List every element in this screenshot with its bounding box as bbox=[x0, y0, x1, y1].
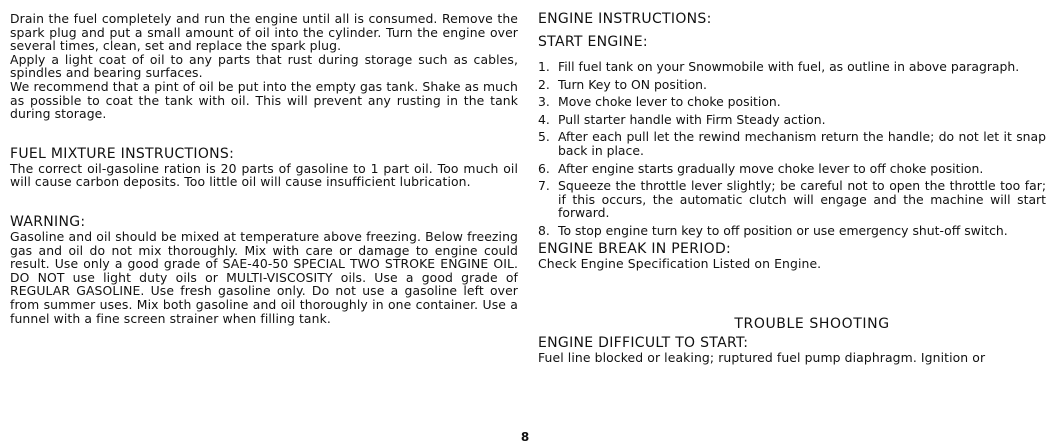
step-item bbox=[538, 78, 1046, 92]
step-number: 2. bbox=[538, 76, 550, 92]
difficult-start-text: Fuel line blocked or leaking; ruptured fuel pump diaphragm. Ignition or bbox=[538, 349, 986, 365]
start-engine-heading: START ENGINE: bbox=[538, 34, 648, 50]
step-text: Squeeze the throttle lever slightly; be careful not to open the throttle too far; if this occurs, the automatic clutch will engage and the machine will start forward. bbox=[558, 178, 1046, 221]
step-text: After engine starts gradually move choke lever to off choke position. bbox=[558, 160, 984, 176]
page-number: 8 bbox=[520, 430, 530, 444]
left-column bbox=[10, 12, 518, 325]
step-item bbox=[538, 162, 1046, 176]
step-item bbox=[538, 60, 1046, 74]
trouble-shooting-title: TROUBLE SHOOTING bbox=[734, 316, 890, 333]
step-text: To stop engine turn key to off position or use emergency shut-off switch. bbox=[558, 222, 1008, 238]
break-in-heading: ENGINE BREAK IN PERIOD: bbox=[538, 240, 732, 257]
storage-paragraph-2: Apply a light coat of oil to any parts that rust during storage such as cables, spindles and bearing surfaces. bbox=[10, 51, 518, 81]
step-item bbox=[538, 179, 1046, 220]
step-number: 5. bbox=[538, 129, 550, 145]
step-number: 4. bbox=[538, 111, 550, 127]
step-number: 8. bbox=[538, 222, 550, 238]
step-number: 3. bbox=[538, 94, 550, 110]
engine-instructions-heading: ENGINE INSTRUCTIONS: bbox=[538, 11, 712, 27]
step-item bbox=[538, 130, 1046, 157]
storage-paragraph-1: Drain the fuel completely and run the engine until all is consumed. Remove the spark plug and put a small amount of oil into the cylinder. Turn the engine over several times, clean, set and replace the spark plug. bbox=[10, 11, 518, 54]
step-text: After each pull let the rewind mechanism return the handle; do not let it snap back in place. bbox=[558, 129, 1046, 158]
step-number: 1. bbox=[538, 59, 550, 74]
start-engine-steps bbox=[538, 60, 1046, 238]
step-text: Turn Key to ON position. bbox=[558, 76, 707, 92]
difficult-start-heading: ENGINE DIFFICULT TO START: bbox=[538, 334, 749, 351]
step-item bbox=[538, 224, 1046, 238]
fuel-mixture-heading: FUEL MIXTURE INSTRUCTIONS: bbox=[10, 145, 235, 162]
warning-text: Gasoline and oil should be mixed at temperature above freezing. Below freezing gas and oil do not mix thoroughly. Mix with care or damage to engine could result. Use only a good grade of SAE-40-50 SPECIAL TWO STROKE ENGINE OIL. DO NOT use light duty oils or MULTI-VISCOSITY oils. Use a good grade of REGULAR GASOLINE. Use fresh gasoline only. Do not use a gasoline left over from summer uses. Mix both gasoline and oil thoroughly in one container. Use a funnel with a fine screen strainer when filling tank. bbox=[10, 228, 518, 326]
step-item bbox=[538, 113, 1046, 127]
right-column bbox=[538, 12, 1046, 364]
storage-paragraph-3: We recommend that a pint of oil be put into the empty gas tank. Shake as much as possible to coat the tank with oil. This will prevent any rusting in the tank during storage. bbox=[10, 78, 518, 122]
break-in-text: Check Engine Specification Listed on Engine. bbox=[538, 255, 822, 271]
step-number: 7. bbox=[538, 178, 550, 194]
step-text: Move choke lever to choke position. bbox=[558, 94, 781, 110]
step-item bbox=[538, 95, 1046, 109]
warning-heading: WARNING: bbox=[10, 213, 86, 230]
step-text: Fill fuel tank on your Snowmobile with fuel, as outline in above paragraph. bbox=[558, 59, 1020, 74]
fuel-mixture-text: The correct oil-gasoline ration is 20 parts of gasoline to 1 part oil. Too much oil will cause carbon deposits. Too little oil will cause insufficient lubrication. bbox=[10, 160, 518, 190]
step-text: Pull starter handle with Firm Steady action. bbox=[558, 111, 826, 127]
step-number: 6. bbox=[538, 160, 550, 176]
